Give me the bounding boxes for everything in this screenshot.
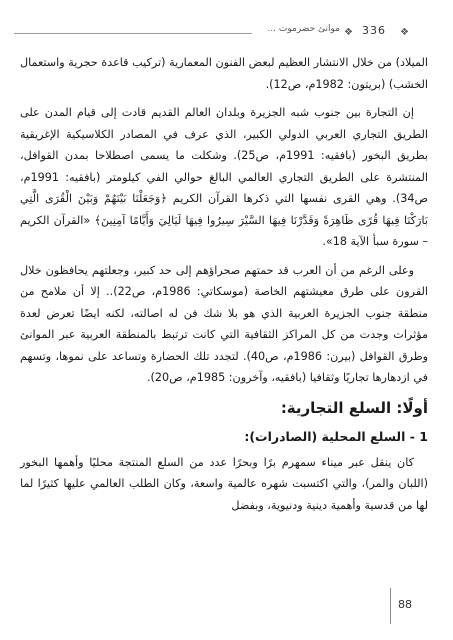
running-header <box>0 22 453 42</box>
chapter-number: 336 <box>362 24 386 37</box>
page-body <box>20 52 428 523</box>
page-number: 88 <box>398 598 412 611</box>
ornament-icon: ❖ <box>344 27 353 38</box>
section-heading: أولًا: السلع التجارية: <box>280 398 428 417</box>
paragraph-text: إن التجارة بين جنوب شبه الجزيرة وبلدان العالم القديم قادت إلى قيام المدن على الطريق التجاري العربي الدولي الكبير، الذي عرف في المصادر الكلاسيكية الإغريقية بطريق البخور (بافقيه: 1991م، ص25). وشكلت ما يسمى اصطلاحا بمدن القوافل، المنتشرة على الطريق التجاري العالمي البالغ حوالي الفي كيلومتر (بافقيه: 1991م، ص34). وهي القرى نفسها التي ذكرها القرآن الكريم <box>20 106 428 205</box>
quran-verse: ﴿وَجَعَلْنَا بَيْنَهُمْ وَبَيْنَ الْقُرَى الَّتِي بَارَكْنَا فِيهَا قُرًى ظَاهِرَةً وَقَدَّرْنَا فِيهَا السَّيْرَ سِيرُوا فِيهَا لَيَالِيَ وَأَيَّامًا آمِنِينَ﴾ <box>20 192 428 227</box>
quran-reference: «القرآن الكريم – سورة سبأ الآية 18». <box>20 213 428 248</box>
ornament-icon: ❖ <box>400 27 409 38</box>
footer-rule <box>390 588 391 624</box>
paragraph: كان ينقل عبر ميناء سمهرم برًا وبحرًا عدد من السلع المنتجة محليًا وأهمها البخور (اللبان والمر)، والتي اكتسبت شهره عالمية واسعة، وكان الطلب العالمي عليها كثيرًا لما لها من قدسية وأهمية دينية ودنيوية، وبفضل <box>20 455 428 512</box>
running-header-title: موانئ حضرموت ... <box>252 24 344 34</box>
paragraph: وعلى الرغم من أن العرب قد حمتهم صحراؤهم إلى حد كبير، وجعلتهم يحافظون خلال القرون على طرق معيشتهم الخاصة (موسكاتي: 1986م، ص22).. إلا أن ملامح من منطقة جنوب الجزيرة العربية الذي هو بلا شك فن له اصالته، لكنه ايضًا تعرض لعدة مؤثرات وجدت من كل المراكز الثقافية التي كانت ترتبط بالمنطقة العربية عبر الموانئ وطرق القوافل (بيرن: 1986م، ص40). لتجدد تلك الحضارة وتساعد على نموها، وتسهم في ازدهارها تجاريًا وثقافيا (بافقيه، وآخرون: 1985م، ص20). <box>20 263 428 384</box>
subsection-heading: 1 - السلع المحلية (الصادرات): <box>244 428 428 444</box>
paragraph: الميلاد) من خلال الانتشار العظيم لبعض الفنون المعمارية (تركيب قاعدة حجرية واستعمال الخشب) (بريتون: 1982م، ص12). <box>20 56 428 91</box>
paragraph <box>20 102 428 253</box>
